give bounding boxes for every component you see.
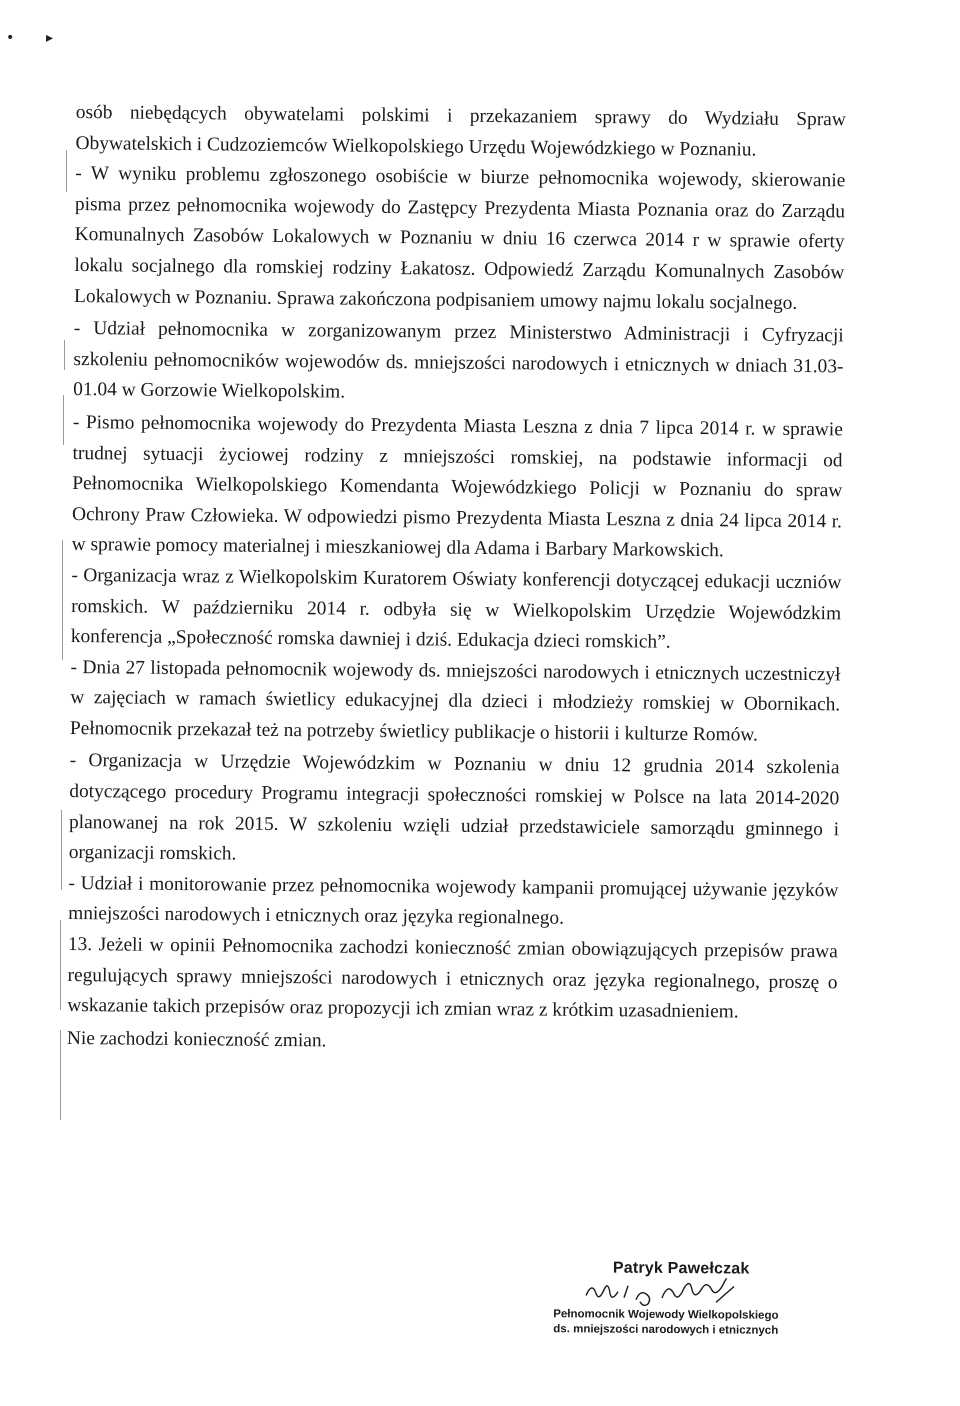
signer-name: Patryk Pawełczak (612, 1259, 750, 1278)
handwritten-signature (566, 1277, 766, 1308)
scan-artifact-right: ▸ (46, 30, 54, 46)
margin-line (66, 150, 67, 192)
paragraph: - Udział i monitorowanie przez pełnomocnika wojewody kampanii promującej używanie języków mniejszości narodowych i etnicznych oraz języka regionalnego. (68, 872, 839, 930)
signer-title: Pełnomocnik Wojewody Wielkopolskiego (553, 1308, 779, 1322)
paragraph: 13. Jeżeli w opinii Pełnomocnika zachodzi konieczność zmian obowiązujących przepisów prawa regulujących sprawy mniejszości narodowych i etnicznych oraz języka regionalnego, proszę o wskazanie takich przepisów oraz propozycji ich zmian wraz z krótkim uzasadnieniem. (67, 933, 838, 1023)
signer-subtitle: ds. mniejszości narodowych i etnicznych (553, 1323, 779, 1337)
paragraph: - Pismo pełnomocnika wojewody do Prezydenta Miasta Leszna z dnia 7 lipca 2014 r. w sprawie trudnej sytuacji życiowej rodziny z mniejszości romskiej, na podstawie informacji od Pełnomocnika Wielkopolskiego Komendanta Wojewódzkiego Policji w Poznaniu do spraw Ochrony Praw Człowieka. W odpowiedzi pismo Prezydenta Miasta Leszna z dnia 24 lipca 2014 r. w sprawie pomocy materialnej i mieszkaniowej dla Adama i Barbary Markowskich. (71, 411, 843, 562)
paragraph: - Dnia 27 listopada pełnomocnik wojewody ds. mniejszości narodowych i etnicznych uczestniczył w zajęciach w ramach świetlicy edukacyjnej dla dzieci i młodzieży romskiej w Obornikach. Pełnomocnik przekazał też na potrzeby świetlicy publikacje o historii i kulturze Romów. (69, 656, 841, 746)
paragraph: - Organizacja wraz z Wielkopolskim Kuratorem Oświaty konferencji dotyczącej edukacji uczniów romskich. W październiku 2014 r. odbyła się w Wielkopolskim Urzędzie Wojewódzkim konferencja „Społeczność romska dawniej i dziś. Edukacja dzieci romskich”. (70, 564, 842, 653)
paragraph: - Udział pełnomocnika w zorganizowanym przez Ministerstwo Administracji i Cyfryzacji szkoleniu pełnomocników wojewodów ds. mniejszości narodowych i etnicznych w dniach 31.03-01.04 w Gorzowie Wielkopolskim. (73, 318, 844, 403)
paragraph: - W wyniku problemu zgłoszonego osobiście w biurze pełnomocnika wojewody, skierowanie pisma przez pełnomocnika wojewody do Zastępcy Prezydenta Miasta Poznania oraz do Zarządu Komunalnych Zasobów Lokalowych w Poznaniu w dniu 16 czerwca 2014 r w sprawie oferty lokalu socjalnego dla romskiej rodziny Łakatosz. Odpowiedź Zarządu Komunalnych Zasobów Lokalowych w Poznaniu. Sprawa zakończona podpisaniem umowy najmu lokalu socjalnego. (73, 163, 846, 314)
margin-line (63, 395, 64, 445)
margin-line (61, 810, 62, 890)
closing-statement: Nie zachodzi konieczność zmian. (66, 1027, 327, 1052)
margin-line (60, 920, 61, 1010)
paragraph: - Organizacja w Urzędzie Wojewódzkim w Poznaniu w dniu 12 grudnia 2014 szkolenia dotyczącego procedury Programu integracji społeczności romskiej w Polsce na lata 2014-2020 planowanej na rok 2015. W szkoleniu wzięli udział przedstawiciele samorządu gminnego i organizacji romskich. (68, 750, 840, 865)
margin-line (64, 340, 65, 370)
margin-line (62, 540, 63, 660)
document-body (67, 98, 846, 1062)
paragraph: osób niebędących obywatelami polskimi i przekazaniem sprawy do Wydziału Spraw Obywatelskich i Cudzoziemców Wielkopolskiego Urzędu Wojewódzkiego w Poznaniu. (75, 101, 846, 161)
signature-block (516, 1259, 817, 1339)
margin-line (60, 1030, 61, 1120)
scan-artifact-left: • (6, 30, 15, 46)
